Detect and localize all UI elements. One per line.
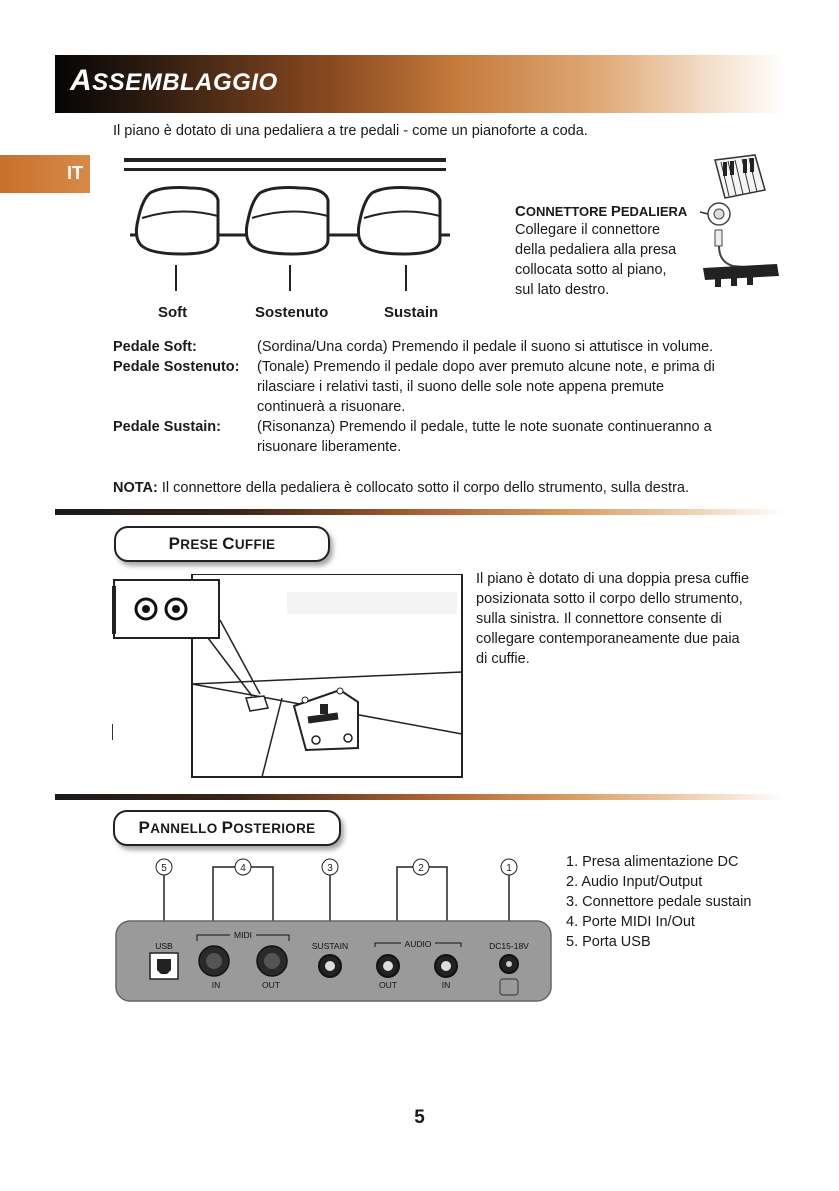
callout-4 — [235, 859, 251, 875]
pedal-illustration — [120, 158, 460, 298]
rear-panel-legend: 1. Presa alimentazione DC 2. Audio Input/Output 3. Connettore pedale sustain 4. Porte MIDI In/Out 5. Porta USB — [566, 854, 752, 950]
svg-text:DC15-18V: DC15-18V — [489, 941, 529, 951]
definition-row: Pedale Soft: (Sordina/Una corda) Premendo il pedale il suono si attutisce in volume. — [113, 339, 714, 355]
callout-3 — [322, 859, 338, 875]
svg-text:5: 5 — [161, 863, 167, 874]
pedal-label-sostenuto: Sostenuto — [255, 304, 329, 321]
callout-1 — [501, 859, 517, 875]
svg-text:IN: IN — [441, 980, 451, 990]
svg-text:1: 1 — [506, 863, 512, 874]
svg-text:4: 4 — [240, 863, 246, 874]
section-divider — [55, 794, 785, 800]
pedal-label-sustain: Sustain — [384, 304, 439, 321]
svg-text:SUSTAIN: SUSTAIN — [311, 941, 349, 951]
definition-row: Pedale Sustain: (Risonanza) Premendo il pedale, tutte le note suonate continueranno a risuonare liberamente. — [113, 419, 712, 455]
language-tab: IT — [0, 155, 90, 193]
svg-text:OUT: OUT — [379, 980, 397, 990]
section-divider — [55, 509, 785, 515]
svg-text:3: 3 — [327, 863, 333, 874]
headphone-jack-illustration — [112, 574, 464, 779]
page-title: ASSEMBLAGGIO — [70, 64, 278, 97]
rear-panel-diagram — [113, 855, 555, 1005]
svg-text:IN: IN — [211, 980, 221, 990]
pedal-label-soft: Soft — [158, 304, 188, 321]
pedal-definitions — [113, 337, 773, 457]
definition-row: Pedale Sostenuto: (Tonale) Premendo il pedale dopo aver premuto alcune note, e prima di rilasciare i relativi tasti, il suono delle sole note appena premute continuerà a risuonare. — [113, 359, 715, 415]
callout-2 — [413, 859, 429, 875]
svg-text:AUDIO: AUDIO — [404, 939, 432, 949]
connector-illustration — [695, 150, 785, 300]
svg-text:USB: USB — [155, 941, 173, 951]
intro-text: Il piano è dotato di una pedaliera a tre pedali - come un pianoforte a coda. — [113, 123, 588, 139]
rear-panel-section-header: PANNELLO POSTERIORE — [113, 810, 341, 846]
svg-text:OUT: OUT — [262, 980, 280, 990]
headphones-description: Il piano è dotato di una doppia presa cuffie posizionata sotto il corpo dello strumento, sulla sinistra. Il connettore consente di collegare contemporaneamente due paia di cuffie. — [476, 571, 750, 667]
svg-text:MIDI: MIDI — [234, 930, 252, 940]
connector-heading: CONNETTORE PEDALIERA — [515, 203, 688, 220]
headphones-section-header: PRESE CUFFIE — [114, 526, 330, 562]
page-number: 5 — [414, 1107, 425, 1128]
svg-text:2: 2 — [418, 863, 424, 874]
callout-5 — [156, 859, 172, 875]
note-text: NOTA: Il connettore della pedaliera è collocato sotto il corpo dello strumento, sulla destra. — [113, 480, 690, 496]
connector-description: Collegare il connettore della pedaliera alla presa collocata sotto al piano, sul lato destro. — [515, 222, 677, 298]
